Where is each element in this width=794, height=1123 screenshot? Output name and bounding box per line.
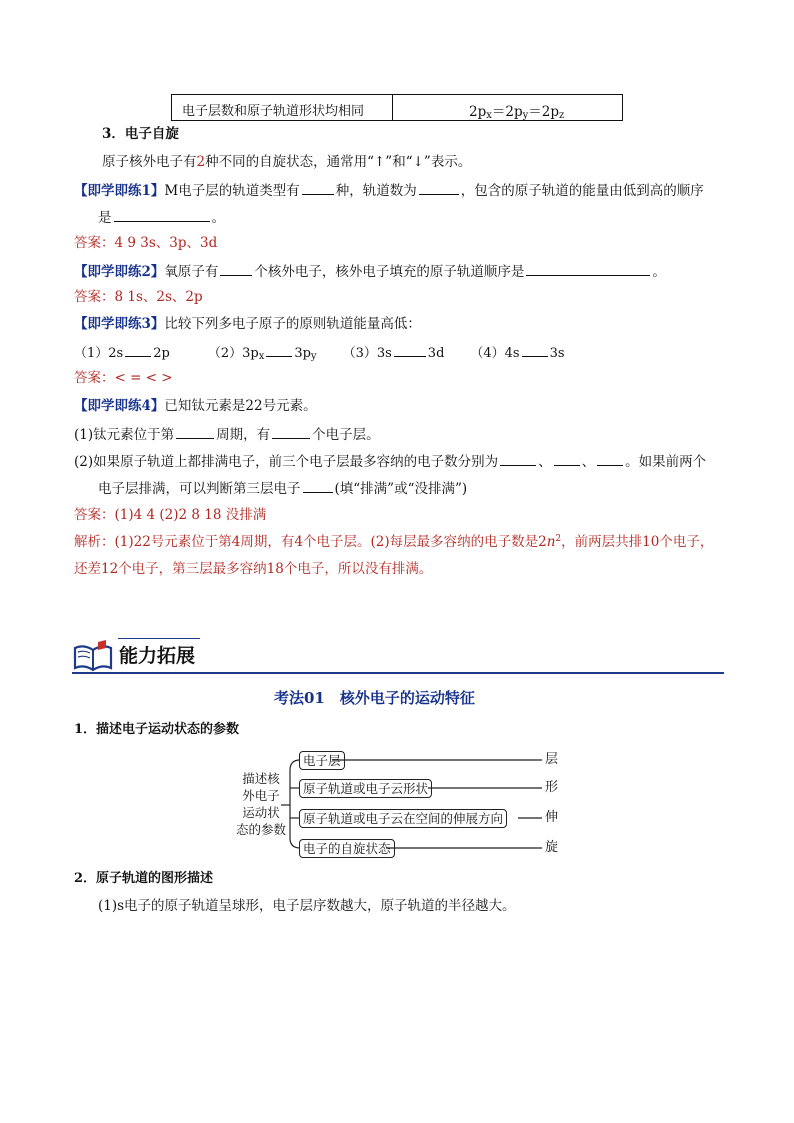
practice4-q1 (74, 425, 380, 443)
diagram-char-direction: 伸 (545, 810, 559, 825)
diagram-char-spin: 旋 (545, 840, 559, 855)
item2-heading: 2．原子轨道的图形描述 (74, 871, 214, 886)
section-title-accent (118, 638, 200, 639)
practice3-question (74, 316, 421, 332)
practice-text: 种，轨道数为 (335, 183, 417, 199)
practice-tag: 【即学即练3】 (74, 316, 165, 332)
analysis-var: n (546, 534, 556, 550)
diagram-box-shape: 原子轨道或电子云形状 (299, 779, 432, 798)
table-cell-result (393, 95, 622, 120)
item2-text: (1)s电子的原子轨道呈球形，电子层序数越大，原子轨道的半径越大。 (98, 898, 516, 914)
practice3-answer: 答案：< = < > (74, 370, 173, 386)
formula-part: ＝2p (491, 104, 523, 120)
practice-text: 。如果前两个 (625, 454, 707, 470)
practice-text: 。 (652, 264, 666, 280)
practice4-question (74, 398, 317, 414)
answer-blank (266, 343, 292, 357)
answer-blank (419, 181, 459, 195)
compare-item: 3d (427, 346, 445, 361)
practice-text: 、 (581, 454, 596, 470)
formula-sub: y (522, 110, 529, 121)
compare-item: 3s (549, 346, 565, 361)
answer-blank (302, 181, 334, 195)
practice-tag: 【即学即练1】 (74, 183, 165, 199)
practice-text: 个核外电子，核外电子填充的原子轨道顺序是 (254, 264, 525, 280)
diagram-root-line: 外电子 (242, 788, 280, 803)
practice4-q2-cont (98, 479, 467, 497)
practice-text: 是 (98, 210, 112, 226)
section-title: 能力拓展 (119, 645, 196, 667)
diagram-root-line: 描述核 (242, 771, 280, 786)
practice-text: M电子层的轨道类型有 (164, 183, 300, 199)
practice-text: ，包含的原子轨道的能量由低到高的顺序 (460, 183, 704, 199)
answer-blank (394, 343, 426, 357)
practice4-analysis-2: 还差12个电子，第三层最多容纳18个电子，所以没有排满。 (74, 561, 433, 577)
practice-text: 、 (538, 454, 552, 470)
diagram-char-layer: 层 (545, 752, 559, 767)
formula-sub: z (559, 110, 565, 121)
answer-blank (554, 452, 580, 466)
diagram-root-line: 态的参数 (235, 822, 286, 837)
practice-text: (2)如果原子轨道上都排满电子，前三个电子层最多容纳的电子数分别为 (74, 454, 499, 470)
compare-item: （3）3s (342, 346, 392, 361)
formula-part: ＝2p (528, 104, 559, 120)
answer-blank (500, 452, 536, 466)
practice3-items (74, 343, 565, 363)
section-divider (72, 672, 724, 674)
answer-blank (522, 343, 548, 357)
compare-sub: x (258, 351, 265, 362)
formula-sub: x (486, 110, 492, 121)
answer-blank (526, 262, 650, 276)
spin-text-a: 原子核外电子有 (102, 154, 197, 170)
spin-heading: 3．电子自旋 (102, 126, 179, 142)
practice-tag: 【即学即练4】 (74, 398, 165, 414)
analysis-text: ，前两层共排10个电子， (561, 534, 714, 550)
answer-blank (220, 262, 252, 276)
practice-text: (填“排满”或“没排满”) (334, 481, 468, 497)
practice-text: 个电子层。 (312, 427, 380, 443)
practice1-question (74, 181, 704, 199)
practice-text: 氧原子有 (164, 264, 219, 280)
compare-item: （1）2s (74, 346, 124, 361)
answer-blank (303, 479, 333, 493)
kaofa-title: 考法01 核外电子的运动特征 (274, 689, 475, 707)
spin-number: 2 (196, 154, 206, 170)
practice1-answer: 答案：4 9 3s、3p、3d (74, 235, 218, 251)
answer-blank (125, 343, 151, 357)
answer-blank (597, 452, 623, 466)
table-cell-formula (469, 100, 564, 121)
open-book-icon (72, 638, 114, 674)
compare-item: 3p (294, 346, 311, 361)
practice2-answer: 答案：8 1s、2s、2p (74, 289, 203, 305)
practice-text: 。 (211, 210, 225, 226)
comparison-table-row (171, 94, 623, 121)
diagram-box-direction: 原子轨道或电子云在空间的伸展方向 (299, 809, 507, 828)
practice4-analysis-1 (74, 534, 713, 550)
practice-text: 已知钛元素是22号元素。 (164, 398, 317, 414)
compare-item: （2）3p (207, 346, 259, 361)
analysis-sup: 2 (555, 534, 562, 544)
item1-heading: 1．描述电子运动状态的参数 (74, 722, 240, 737)
practice-text: 电子层排满，可以判断第三层电子 (98, 481, 301, 497)
table-cell-text: 电子层数和原子轨道形状均相同 (182, 104, 365, 119)
practice-text: (1)钛元素位于第 (74, 427, 175, 443)
answer-blank (272, 425, 310, 439)
answer-blank (114, 208, 210, 222)
diagram-box-layer: 电子层 (299, 751, 345, 770)
diagram-char-shape: 形 (545, 780, 559, 795)
table-cell-condition (172, 95, 393, 120)
formula-part: 2p (469, 104, 487, 120)
practice-text: 周期，有 (216, 427, 271, 443)
compare-item: （4）4s (470, 346, 520, 361)
spin-text (102, 154, 471, 170)
diagram-box-spin: 电子的自旋状态 (299, 839, 395, 858)
spin-text-b: 种不同的自旋状态，通常用“↑”和“↓”表示。 (205, 154, 472, 170)
compare-item: 2p (153, 346, 170, 361)
diagram-root-line: 运动状 (242, 805, 280, 820)
analysis-text: 解析：(1)22号元素位于第4周期，有4个电子层。(2)每层最多容纳的电子数是2 (74, 534, 547, 550)
practice4-answer: 答案：(1)4 4 (2)2 8 18 没排满 (74, 507, 267, 523)
answer-blank (176, 425, 214, 439)
practice2-question (74, 262, 666, 280)
practice-tag: 【即学即练2】 (74, 264, 165, 280)
practice1-question-cont (98, 208, 225, 226)
practice4-q2 (74, 452, 706, 470)
compare-sub: y (310, 351, 317, 362)
practice-text: 比较下列多电子原子的原则轨道能量高低： (164, 316, 421, 332)
